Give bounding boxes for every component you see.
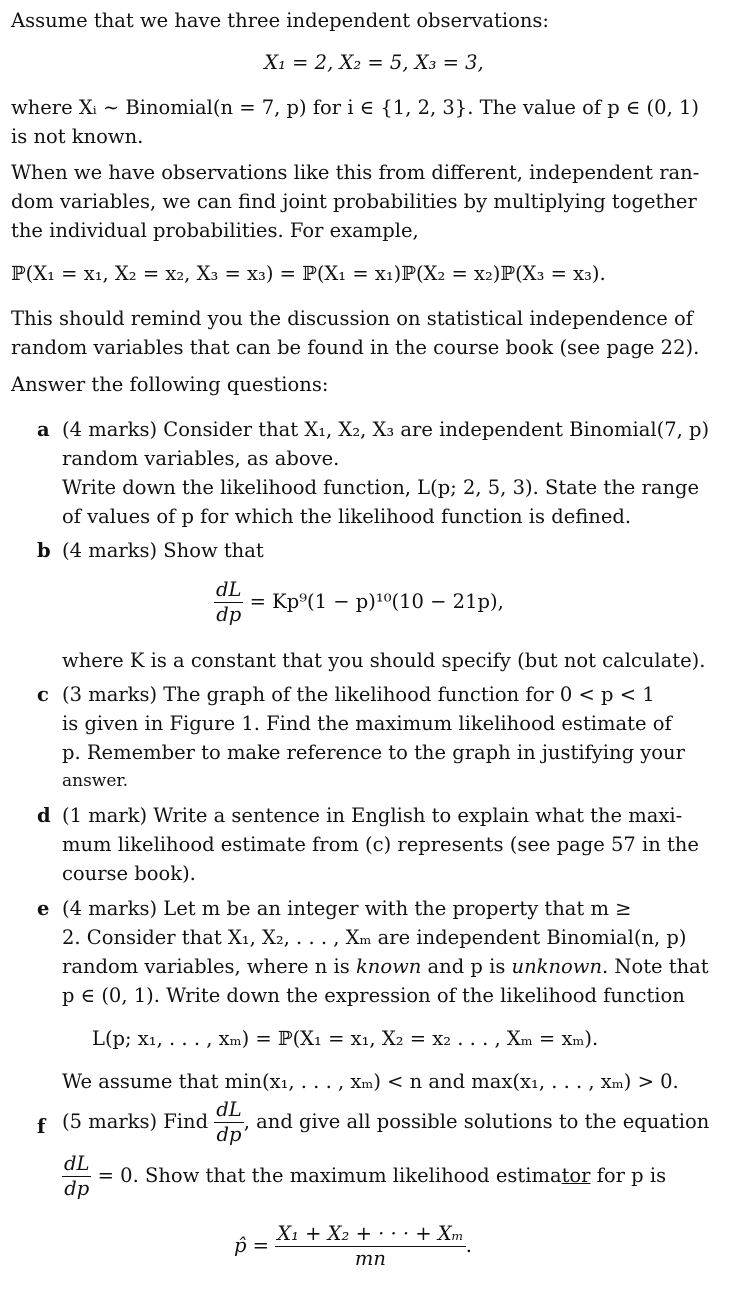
question-d-line-2: mum likelihood estimate from (c) represents (see page 57 in the [62, 833, 699, 856]
question-f-fraction-2 [62, 1152, 91, 1201]
known-emphasis: known [355, 955, 422, 978]
question-e-line-3 [62, 952, 709, 981]
question-c-line-2: is given in Figure 1. Find the maximum likelihood estimate of [62, 712, 672, 735]
question-f-fraction-1 [214, 1098, 243, 1147]
question-e-line-3-part-2: and p is [421, 955, 512, 978]
question-f-suffix: , and give all possible solutions to the equation [243, 1110, 710, 1133]
observations-equation: X₁ = 2, X₂ = 5, X₃ = 3, [264, 51, 484, 74]
p-hat-lhs: p̂ = [234, 1234, 270, 1257]
question-c-label: c [37, 683, 49, 706]
question-f-fraction-2-denominator: dp [64, 1177, 90, 1200]
question-b-line-2: where K is a constant that you should specify (but not calculate). [62, 649, 706, 672]
question-e-line-1: (4 marks) Let m be an integer with the property that m ≥ [62, 897, 632, 920]
question-f-fraction-1-numerator: dL [216, 1098, 242, 1121]
question-f-line-2-part-2: for p is [590, 1164, 667, 1187]
question-f-line-1 [62, 1098, 709, 1147]
estimator-denominator: mn [354, 1247, 386, 1270]
question-f-line-2-part-1: = 0. Show that the maximum likelihood estima [97, 1164, 562, 1187]
intro-paragraph-3-line-2: random variables that can be found in the course book (see page 22). [11, 336, 700, 359]
question-e-label: e [37, 897, 50, 920]
question-b-line-1: (4 marks) Show that [62, 539, 264, 562]
question-e-line-2: 2. Consider that X₁, X₂, . . . , Xₘ are independent Binomial(n, p) [62, 926, 687, 949]
estimator-period: . [465, 1234, 472, 1257]
question-d-line-1: (1 mark) Write a sentence in English to explain what the maxi- [62, 804, 683, 827]
question-f-fraction-2-numerator: dL [64, 1152, 90, 1175]
question-f-prefix: (5 marks) Find [62, 1110, 209, 1133]
question-e-line-3-part-3: . Note that [602, 955, 709, 978]
question-c-line-1: (3 marks) The graph of the likelihood function for 0 < p < 1 [62, 683, 655, 706]
derivative-denominator: dp [216, 603, 242, 626]
likelihood-definition-equation: L(p; x₁, . . . , xₘ) = ℙ(X₁ = x₁, X₂ = x₂ . . . , Xₘ = xₘ). [92, 1027, 599, 1050]
intro-line-3: where Xᵢ ∼ Binomial(n = 7, p) for i ∈ {1, 2, 3}. The value of p ∈ (0, 1) [11, 96, 699, 119]
question-e-line-3-part-1: random variables, where n is [62, 955, 356, 978]
intro-paragraph-3-line-1: This should remind you the discussion on statistical independence of [11, 307, 693, 330]
question-f-fraction-1-denominator: dp [216, 1123, 242, 1146]
estimator-underlined: tor [561, 1164, 591, 1187]
joint-probability-equation: ℙ(X₁ = x₁, X₂ = x₂, X₃ = x₃) = ℙ(X₁ = x₁)ℙ(X₂ = x₂)ℙ(X₃ = x₃). [11, 262, 606, 285]
question-a-label: a [37, 418, 50, 441]
intro-paragraph-2-line-3: the individual probabilities. For example, [11, 219, 419, 242]
intro-paragraph-2-line-2: dom variables, we can find joint probabilities by multiplying together [11, 190, 697, 213]
question-d-line-3: course book). [62, 862, 196, 885]
derivative-rhs: = Kp⁹(1 − p)¹⁰(10 − 21p), [249, 590, 504, 613]
answer-instruction: Answer the following questions: [11, 373, 329, 396]
derivative-numerator: dL [216, 578, 242, 601]
intro-paragraph-2-line-1: When we have observations like this from different, independent ran- [11, 161, 700, 184]
derivative-fraction [214, 578, 243, 627]
unknown-emphasis: unknown [511, 955, 603, 978]
estimator-numerator: X₁ + X₂ + · · · + Xₘ [277, 1222, 464, 1245]
question-a-line-4: of values of p for which the likelihood function is defined. [62, 505, 632, 528]
question-e-line-5: We assume that min(x₁, . . . , xₘ) < n and max(x₁, . . . , xₘ) > 0. [62, 1070, 679, 1093]
question-a-line-3: Write down the likelihood function, L(p; 2, 5, 3). State the range [62, 476, 700, 499]
question-e-line-4: p ∈ (0, 1). Write down the expression of the likelihood function [62, 984, 685, 1007]
question-f-label: f [37, 1115, 46, 1138]
question-b-label: b [37, 539, 51, 562]
estimator-fraction [275, 1222, 465, 1271]
question-a-line-1: (4 marks) Consider that X₁, X₂, X₃ are independent Binomial(7, p) [62, 418, 710, 441]
question-f-line-2 [62, 1152, 666, 1201]
question-c-line-3: p. Remember to make reference to the graph in justifying your [62, 741, 685, 764]
derivative-equation [214, 578, 504, 627]
question-c-line-4: answer. [62, 771, 129, 791]
intro-line-1: Assume that we have three independent observations: [11, 9, 550, 32]
mle-estimator-equation [234, 1222, 472, 1271]
question-d-label: d [37, 804, 51, 827]
question-a-line-2: random variables, as above. [62, 447, 340, 470]
intro-line-4: is not known. [11, 125, 144, 148]
